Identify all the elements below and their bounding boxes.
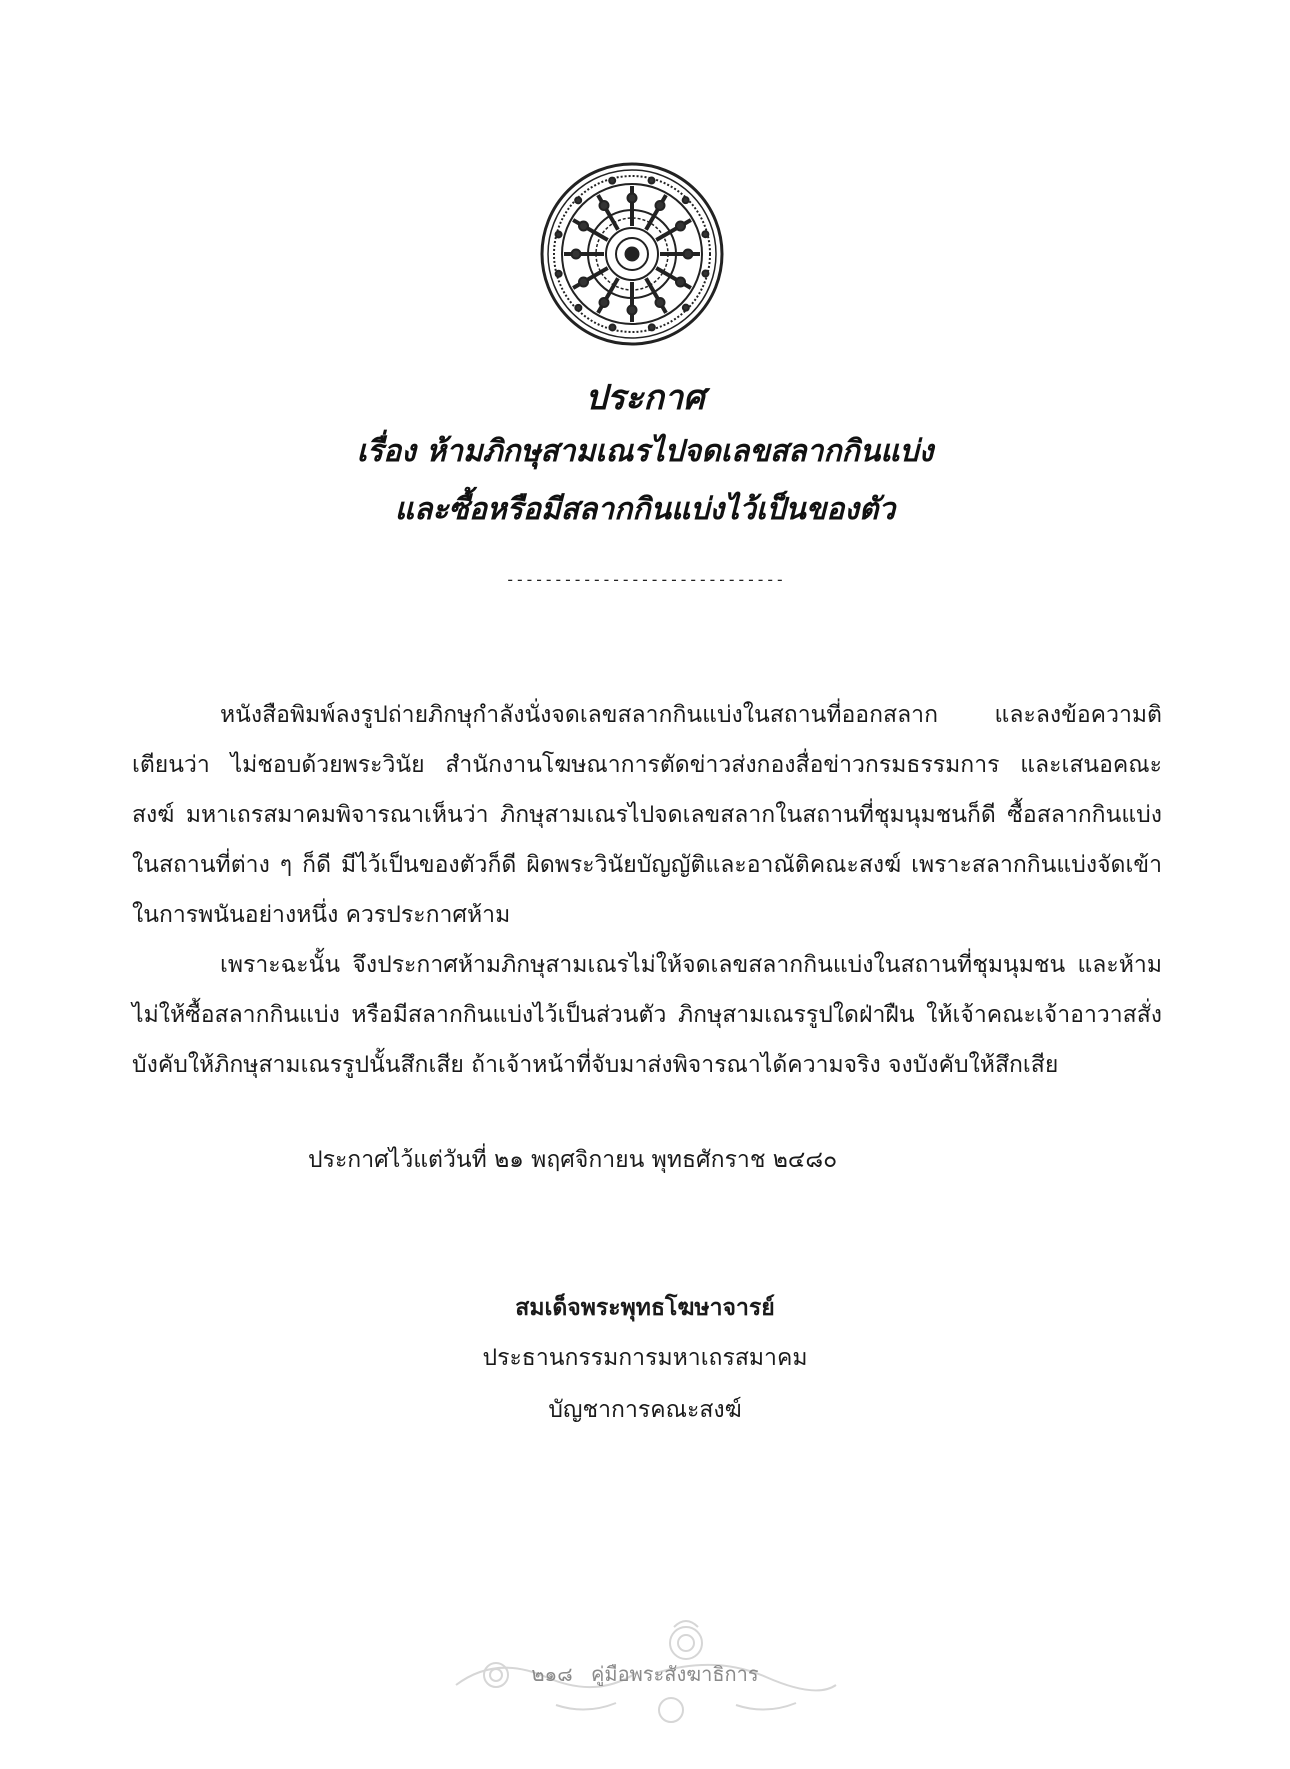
signatory-name: สมเด็จพระพุทธโฆษาจารย์ [515,1295,775,1321]
dharma-wheel-icon [539,161,725,347]
signatory-position-1: ประธานกรรมการมหาเถรสมาคม [482,1345,808,1371]
announcement-heading: ประกาศ [585,378,705,418]
body-paragraph-2: เพราะฉะนั้น จึงประกาศห้ามภิกษุสามเณรไม่ให้จดเลขสลากกินแบ่งในสถานที่ชุมนุมชน และห้ามไม่ให้ซื้อสลากกินแบ่ง หรือมีสลากกินแบ่งไว้เป็นส่วนตัว ภิกษุสามเณรรูปใดฝ่าฝืน ให้เจ้าคณะเจ้าอาวาสสั่งบังคับให้ภิกษุสามเณรรูปนั้นสึกเสีย ถ้าเจ้าหน้าที่จับมาส่งพิจารณาได้ความจริง จงบังคับให้สึกเสีย [132,952,1162,1078]
title-divider: ----------------------------- [505,570,785,589]
page-footer [0,1658,1290,1690]
announcement-subject-line1: เรื่อง ห้ามภิกษุสามเณรไปจดเลขสลากกินแบ่ง [356,434,934,469]
signatory-position-2: บัญชาการคณะสงฆ์ [548,1397,742,1423]
book-title: คู่มือพระสังฆาธิการ [591,1662,759,1686]
announcement-date: ประกาศไว้แต่วันที่ ๒๑ พฤศจิกายน พุทธศักราช ๒๔๘๐ [308,1147,838,1173]
page-number: ๒๑๘ [531,1662,573,1686]
body-paragraph-1: หนังสือพิมพ์ลงรูปถ่ายภิกษุกำลังนั่งจดเลขสลากกินแบ่งในสถานที่ออกสลาก และลงข้อความติเตียนว่า ไม่ชอบด้วยพระวินัย สำนักงานโฆษณาการตัดข่าวส่งกองสื่อข่าวกรมธรรมการ และเสนอคณะสงฆ์ มหาเถรสมาคมพิจารณาเห็นว่า ภิกษุสามเณรไปจดเลขสลากในสถานที่ชุมนุมชนก็ดี ซื้อสลากกินแบ่งในสถานที่ต่าง ๆ ก็ดี มีไว้เป็นของตัวก็ดี ผิดพระวินัยบัญญัติและอาณัติคณะสงฆ์ เพราะสลากกินแบ่งจัดเข้าในการพนันอย่างหนึ่ง ควรประกาศห้าม [132,702,1162,928]
announcement-subject-line2: และซื้อหรือมีสลากกินแบ่งไว้เป็นของตัว [394,492,896,527]
